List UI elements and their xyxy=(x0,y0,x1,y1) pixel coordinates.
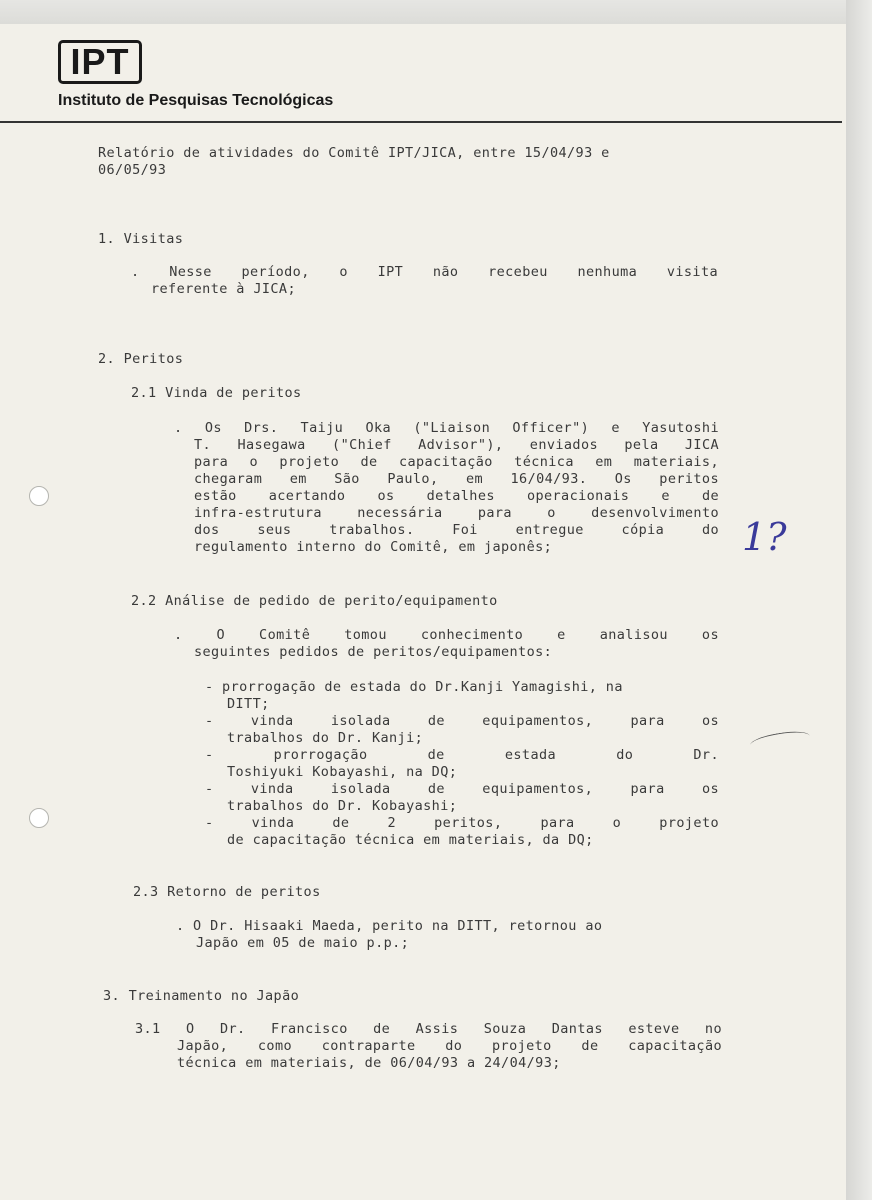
section-2-1-line-8: regulamento interno do Comitê, em japonês; xyxy=(194,539,553,555)
section-2-1-line-3: para o projeto de capacitação técnica em materiais, xyxy=(194,454,719,470)
section-3-1-line-1: 3.1 O Dr. Francisco de Assis Souza Dantas esteve no xyxy=(135,1021,722,1037)
request-item-3-line-1: - prorrogação de estada do Dr. xyxy=(205,747,719,763)
section-2-1-line-2: T. Hasegawa ("Chief Advisor"), enviados pela JICA xyxy=(194,437,719,453)
request-item-5-line-2: de capacitação técnica em materiais, da DQ; xyxy=(227,832,594,848)
section-2-heading: 2. Peritos xyxy=(98,351,184,367)
section-2-2-heading: 2.2 Análise de pedido de perito/equipamento xyxy=(131,593,498,609)
institute-name: Instituto de Pesquisas Tecnológicas xyxy=(58,92,334,109)
header-rule xyxy=(0,121,842,123)
punch-hole-top xyxy=(29,486,49,506)
section-3-1-line-3: técnica em materiais, de 06/04/93 a 24/04/93; xyxy=(177,1055,561,1071)
section-2-3-heading: 2.3 Retorno de peritos xyxy=(133,884,321,900)
section-2-1-line-6: infra-estrutura necessária para o desenvolvimento xyxy=(194,505,719,521)
section-2-2-intro-line-1: . O Comitê tomou conhecimento e analisou os xyxy=(174,627,719,643)
section-3-heading: 3. Treinamento no Japão xyxy=(103,988,300,1004)
section-2-3-line-1: . O Dr. Hisaaki Maeda, perito na DITT, retornou ao xyxy=(176,918,603,934)
section-3-1-line-2: Japão, como contraparte do projeto de capacitação xyxy=(177,1038,722,1054)
request-item-1-line-2: DITT; xyxy=(227,696,270,712)
section-1-text-line-1: . Nesse período, o IPT não recebeu nenhuma visita xyxy=(131,264,718,280)
section-2-1-heading: 2.1 Vinda de peritos xyxy=(131,385,302,401)
section-2-1-line-5: estão acertando os detalhes operacionais e de xyxy=(194,488,719,504)
section-2-1-line-7: dos seus trabalhos. Foi entregue cópia do xyxy=(194,522,719,538)
scan-right-edge xyxy=(846,0,872,1200)
section-1-heading: 1. Visitas xyxy=(98,231,184,247)
scan-top-edge xyxy=(0,0,872,24)
request-item-4-line-1: - vinda isolada de equipamentos, para os xyxy=(205,781,719,797)
ipt-logo xyxy=(58,40,142,84)
section-2-3-line-2: Japão em 05 de maio p.p.; xyxy=(196,935,410,951)
request-item-5-line-1: - vinda de 2 peritos, para o projeto xyxy=(205,815,719,831)
punch-hole-bottom xyxy=(29,808,49,828)
request-item-2-line-2: trabalhos do Dr. Kanji; xyxy=(227,730,424,746)
request-item-4-line-2: trabalhos do Dr. Kobayashi; xyxy=(227,798,458,814)
report-title-line-2: 06/05/93 xyxy=(98,162,167,178)
section-1-text-line-2: referente à JICA; xyxy=(151,281,296,297)
request-item-1-line-1: - prorrogação de estada do Dr.Kanji Yamagishi, na xyxy=(205,679,623,695)
section-2-1-line-1: . Os Drs. Taiju Oka ("Liaison Officer") e Yasutoshi xyxy=(174,420,719,436)
section-2-2-intro-line-2: seguintes pedidos de peritos/equipamentos: xyxy=(194,644,553,660)
logo-text: IPT xyxy=(70,41,130,82)
request-item-3-line-2: Toshiyuki Kobayashi, na DQ; xyxy=(227,764,458,780)
section-2-1-line-4: chegaram em São Paulo, em 16/04/93. Os peritos xyxy=(194,471,719,487)
handwritten-margin-note: 1? xyxy=(742,515,787,559)
request-item-2-line-1: - vinda isolada de equipamentos, para os xyxy=(205,713,719,729)
report-title-line-1: Relatório de atividades do Comitê IPT/JICA, entre 15/04/93 e xyxy=(98,145,610,161)
